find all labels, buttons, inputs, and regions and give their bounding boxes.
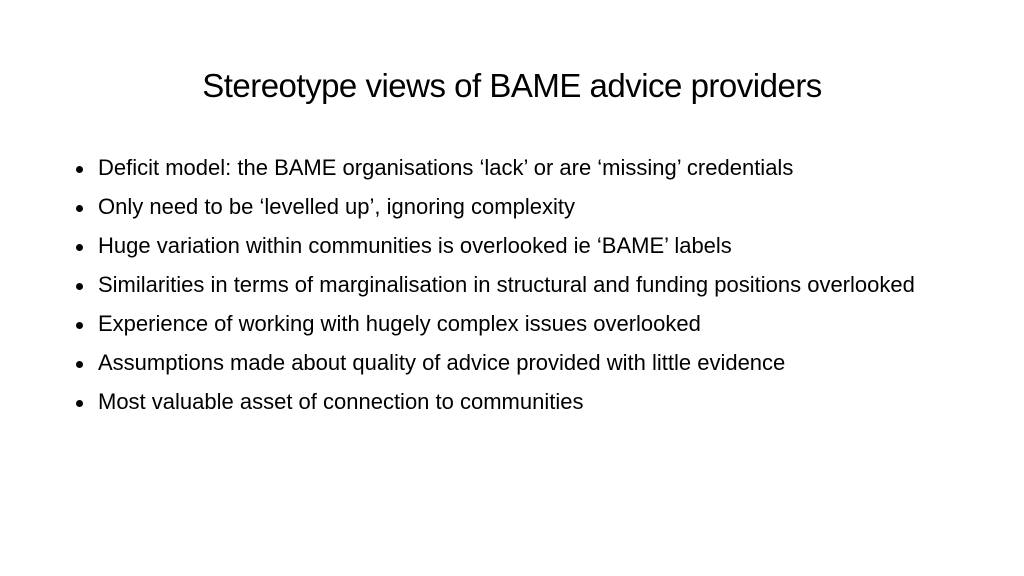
bullet-dot-icon <box>76 205 83 212</box>
bullet-item-similarities <box>74 271 954 299</box>
bullet-item-valuable-asset <box>74 388 954 416</box>
bullet-dot-icon <box>76 283 83 290</box>
bullet-dot-icon <box>76 361 83 368</box>
bullet-text: Huge variation within communities is overlooked ie ‘BAME’ labels <box>98 233 732 258</box>
bullet-dot-icon <box>76 400 83 407</box>
bullet-item-experience <box>74 310 954 338</box>
bullet-text: Experience of working with hugely complex issues overlooked <box>98 311 701 336</box>
bullet-text: Only need to be ‘levelled up’, ignoring complexity <box>98 194 575 219</box>
bullet-item-assumptions <box>74 349 954 377</box>
slide-title: Stereotype views of BAME advice providers <box>202 67 822 104</box>
bullet-text: Similarities in terms of marginalisation in structural and funding positions overlooked <box>98 272 915 297</box>
bullet-text: Assumptions made about quality of advice provided with little evidence <box>98 350 786 375</box>
bullet-item-huge-variation <box>74 232 954 260</box>
bullet-dot-icon <box>76 166 83 173</box>
bullet-dot-icon <box>76 244 83 251</box>
bullet-text: Most valuable asset of connection to communities <box>98 389 584 414</box>
bullet-item-levelled-up <box>74 193 954 221</box>
bullet-item-deficit-model <box>74 154 954 182</box>
bullet-text: Deficit model: the BAME organisations ‘lack’ or are ‘missing’ credentials <box>98 155 794 180</box>
bullet-list <box>74 154 954 427</box>
bullet-dot-icon <box>76 322 83 329</box>
